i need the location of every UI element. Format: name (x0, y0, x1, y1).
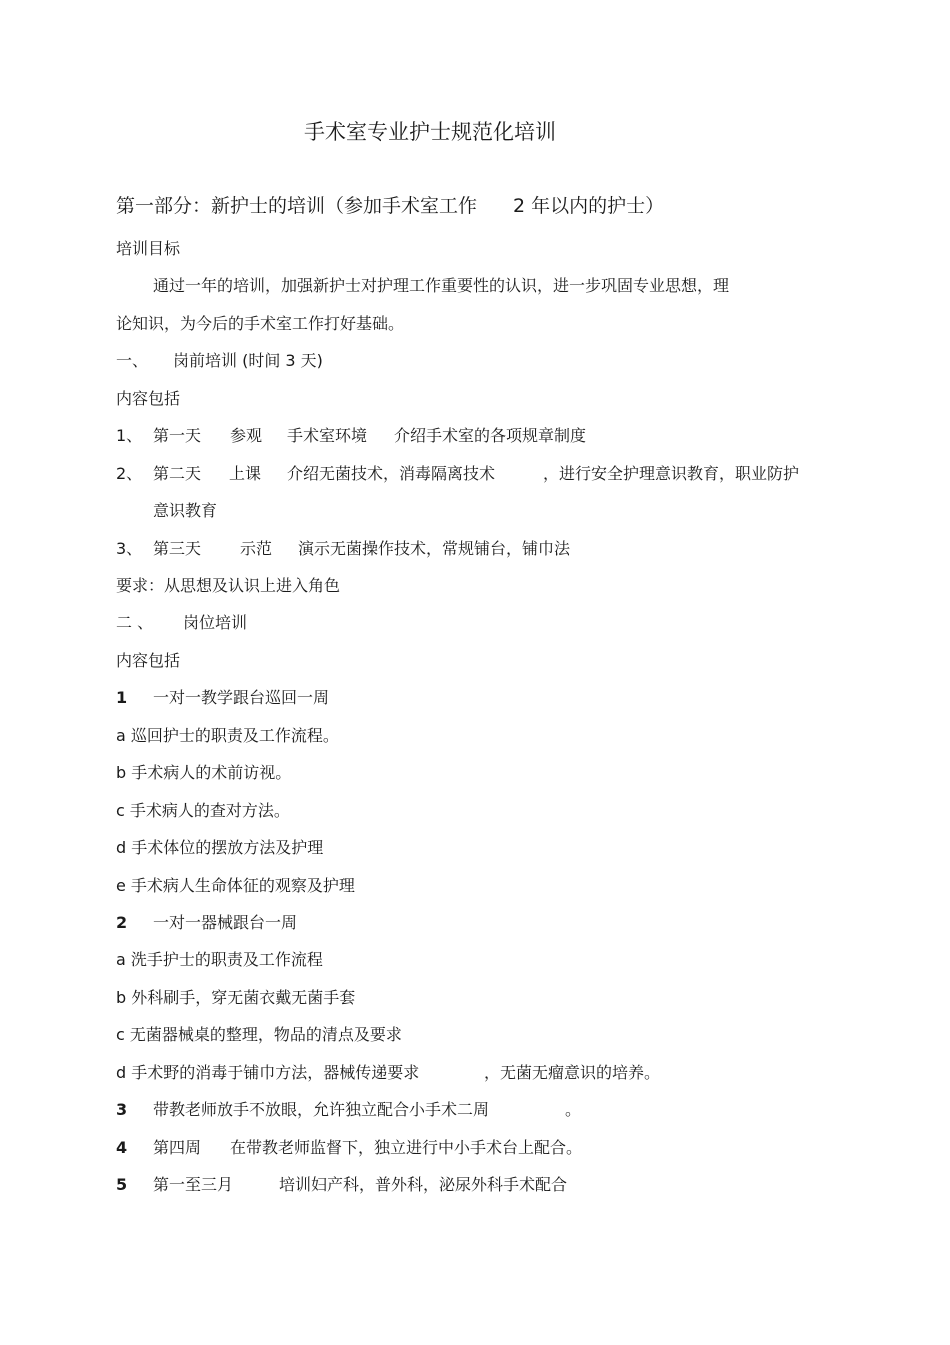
sub-item: b 手术病人的术前访视。 (116, 763, 292, 782)
list-item: 4 第四周 在带教老师监督下，独立进行中小手术台上配合。 (116, 1138, 583, 1157)
section2-content-label: 内容包括 (116, 651, 181, 670)
list-item-continuation: 意识教育 (153, 501, 218, 520)
section1-title: 岗前培训 (时间 3 天) (173, 351, 323, 370)
list-item: 3 带教老师放手不放眼，允许独立配合小手术二周 。 (116, 1100, 582, 1119)
part-heading (116, 192, 664, 220)
sub-item: a 巡回护士的职责及工作流程。 (116, 726, 339, 745)
sub-item: e 手术病人生命体征的观察及护理 (116, 876, 355, 895)
sub-item: c 手术病人的查对方法。 (116, 801, 290, 820)
section1-heading (116, 349, 323, 373)
goal-label: 培训目标 (116, 239, 181, 258)
list-item: 1、 第一天 参观 手术室环境 介绍手术室的各项规章制度 (116, 426, 587, 445)
list-item: 3、 第三天 示范 演示无菌操作技术，常规铺台，铺巾法 (116, 539, 571, 558)
sub-item: b 外科刷手，穿无菌衣戴无菌手套 (116, 988, 356, 1007)
list-item: 2 一对一器械跟台一周 (116, 913, 298, 932)
section1-marker: 一、 (116, 351, 149, 370)
part-heading-text-b: 2 年以内的护士） (513, 195, 665, 217)
section2-heading (116, 611, 247, 635)
sub-item: d 手术野的消毒于铺巾方法，器械传递要求 ，无菌无瘤意识的培养。 (116, 1063, 661, 1082)
goal-text-line1: 通过一年的培训，加强新护士对护理工作重要性的认识，进一步巩固专业思想，理 (153, 276, 730, 295)
section1-requirement: 要求：从思想及认识上进入角色 (116, 576, 341, 595)
section2-marker: 二 、 (116, 613, 154, 632)
sub-item: a 洗手护士的职责及工作流程 (116, 950, 323, 969)
section1-content-label: 内容包括 (116, 389, 181, 408)
goal-text-line2: 论知识，为今后的手术室工作打好基础。 (116, 314, 405, 333)
sub-item: d 手术体位的摆放方法及护理 (116, 838, 324, 857)
sub-item: c 无菌器械桌的整理，物品的清点及要求 (116, 1025, 402, 1044)
document-title: 手术室专业护士规范化培训 (304, 120, 556, 144)
section2-title: 岗位培训 (183, 613, 248, 632)
list-item: 2、 第二天 上课 介绍无菌技术，消毒隔离技术 ，进行安全护理意识教育，职业防护 (116, 464, 800, 483)
list-item: 1 一对一教学跟台巡回一周 (116, 688, 330, 707)
part-heading-text-a: 第一部分：新护士的培训（参加手术室工作 (116, 195, 478, 217)
list-item: 5 第一至三月 培训妇产科，普外科，泌尿外科手术配合 (116, 1175, 568, 1194)
